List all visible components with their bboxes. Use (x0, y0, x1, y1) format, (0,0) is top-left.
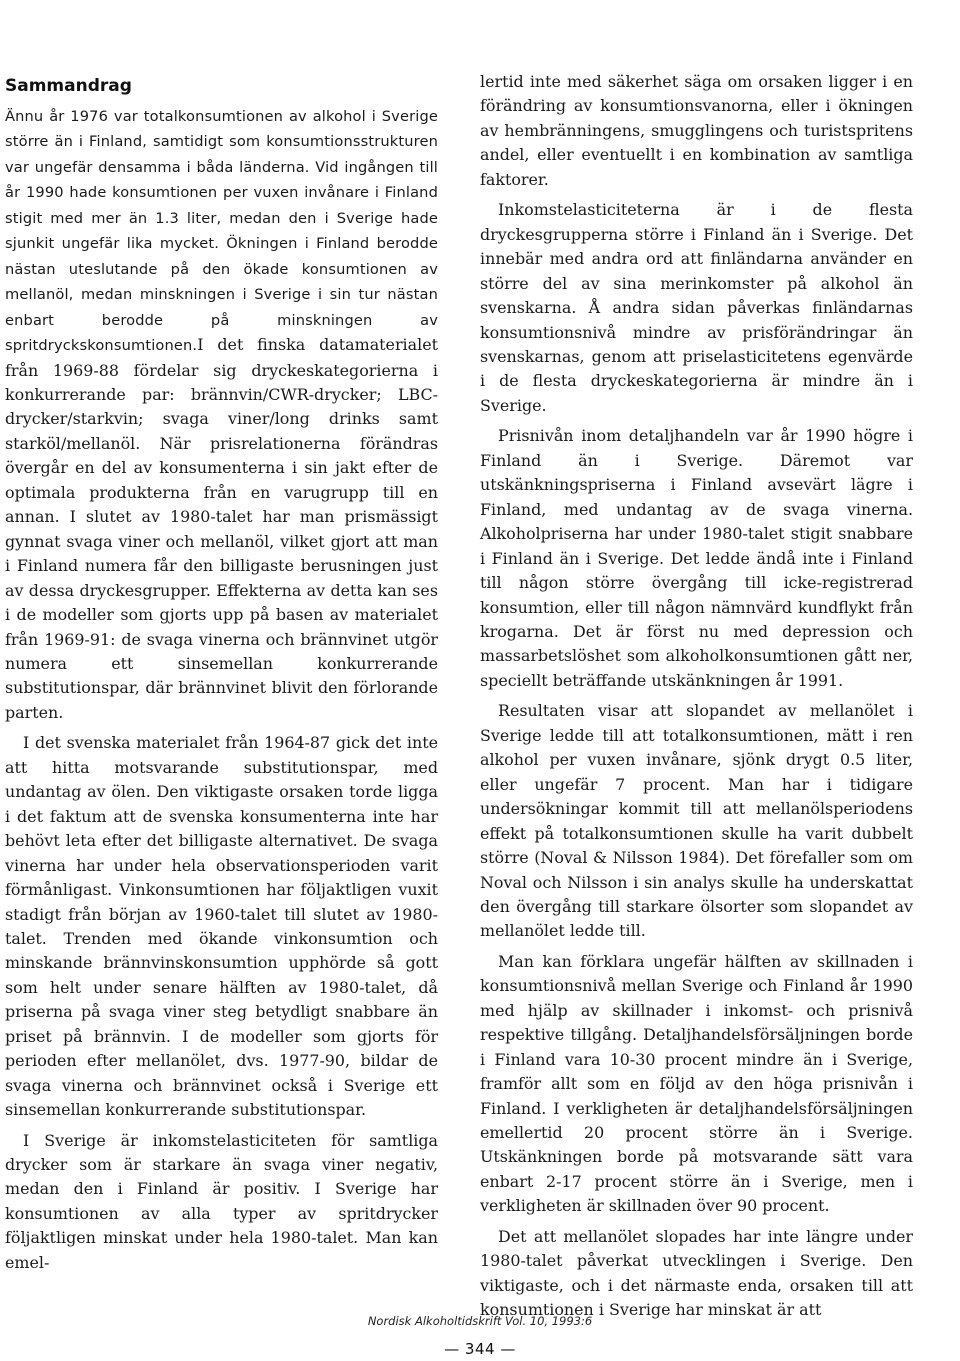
journal-citation: Nordisk Alkoholtidskrift Vol. 10, 1993:6 (367, 1314, 593, 1328)
paragraph: Prisnivån inom detaljhandeln var år 1990 högre i Finland än i Sverige. Däremot var utskänkningspriserna i Finland avsevärt lägre i Finland, med undantag av de svaga vinerna. Alkoholpriserna har under 1980-talet stigit snabbare i Finland än i Sverige. Det ledde ändå inte i Finland till någon större övergång till icke-registrerad konsumtion, eller till någon nämnvärd kundflykt från krogarna. Det är först nu med depression och massarbetslöshet som alkoholkonsumtionen gått ner, speciellt beträffande utskänkningen år 1991. (480, 426, 913, 690)
paragraph: Man kan förklara ungefär hälften av skillnaden i konsumtionsnivå mellan Sverige och Finland år 1990 med hjälp av skillnader i inkomst- och prisnivå respektive tillgång. Detaljhandelsförsäljningen borde i Finland vara 10-30 procent mindre än i Sverige, framför allt som en följd av den höga prisnivån i Finland. I verkligheten är detaljhandelsförsäljningen emellertid 20 procent större än i Sverige. Utskänkningen borde på motsvarande sätt vara enbart 2-17 procent större än i Sverige, men i verkligheten är skillnaden över 90 procent. (480, 951, 913, 1216)
paragraph: Inkomstelasticiteterna är i de flesta dryckesgrupperna större i Finland än i Sverige. Det innebär med andra ord att finländarna använder en större del av sina merinkomster på alkohol än svenskarna. Å andra sidan påverkas finländarnas konsumtionsnivå mindre av prisförändringar än svenskarnas, genom att priselasticitetens egenvärde i de flesta dryckeskategorierna är mindre än i Sverige. (480, 200, 913, 415)
paragraph: lertid inte med säkerhet säga om orsaken ligger i en förändring av konsumtionsvanorna, eller i ökningen av hembränningens, smugglingens och turistspritens andel, eller eventuellt i en kombination av samtliga faktorer. (480, 72, 913, 189)
section-title: Sammandrag (5, 76, 132, 96)
right-column (480, 70, 913, 1323)
paragraph: Resultaten visar att slopandet av mellanölet i Sverige ledde till att totalkonsumtionen, mätt i ren alkohol per vuxen invånare, sjönk drygt 0.5 liter, eller ungefär 7 procent. Man har i tidigare undersökningar kommit till att mellanölsperiodens effekt på totalkonsumtionen skulle ha varit dubbelt större (Noval & Nilsson 1984). Det förefaller som om Noval och Nilsson i sin analys skulle ha underskattat den övergång till starkare ölsorter som slopandet av mellanölet ledde till. (480, 701, 913, 941)
paragraph: Det att mellanölet slopades har inte längre under 1980-talet påverkat utvecklingen i Sverige. Den viktigaste, och i det närmaste enda, orsaken till att konsumtionen i Sverige har minskat är att (480, 1226, 913, 1320)
paragraph (5, 104, 438, 725)
left-column (5, 70, 438, 1275)
paragraph: I Sverige är inkomstelasticiteten för samtliga drycker som är starkare än svaga viner negativ, medan den i Finland är positiv. I Sverige har konsumtionen av alla typer av spritdrycker följaktligen minskat under hela 1980-talet. Man kan emel- (5, 1130, 438, 1272)
paragraph-text-sans: Ännu år 1976 var totalkonsumtionen av alkohol i Sverige större än i Finland, samtidigt som konsumtionsstrukturen var ungefär densamma i båda länderna. Vid ingången till år 1990 hade konsumtionen per vuxen invånare i Finland stigit med mer än 1.3 liter, medan den i Sverige hade sjunkit ungefär lika mycket. Ökningen i Finland berodde nästan uteslutande på den ökade konsumtionen av mellanöl, medan minskningen i Sverige i sin tur nästan enbart berodde på minskningen av spritdryckskonsumtionen. (5, 108, 438, 355)
page-number: — 344 — (444, 1340, 516, 1358)
paragraph: I det svenska materialet från 1964-87 gick det inte att hitta motsvarande substitutionspar, med undantag av ölen. Den viktigaste orsaken torde ligga i det faktum att de svenska konsumenterna inte har behövt leta efter det billigaste alternativet. De svaga vinerna har under hela observationsperioden varit förmånligast. Vinkonsumtionen har följaktligen vuxit stadigt från början av 1960-talet till slutet av 1980-talet. Trenden med ökande vinkonsumtion och minskande brännvinskonsumtion upphörde så gott som helt under senare hälften av 1980-talet, då priserna på svaga viner steg betydligt snabbare än priset på brännvin. I de modeller som gjorts för perioden efter mellanölet, dvs. 1977-90, bildar de svaga vinerna och brännvinet också i Sverige ett sinsemellan konkurrerande substitutionspar. (5, 733, 438, 1120)
paragraph-text: I det finska datamaterialet från 1969-88 fördelar sig dryckeskategorierna i konkurrerande par: brännvin/CWR-drycker; LBC-drycker/starkvin; svaga viner/long drinks samt starköl/mellanöl. När prisrelationerna förändras övergår en del av konsumenterna i sin jakt efter de optimala produkterna från en varugrupp till en annan. I slutet av 1980-talet har man prismässigt gynnat svaga viner och mellanöl, vilket gjort att man i Finland numera får den billigaste berusningen just av dessa dryckesgrupper. Effekterna av detta kan ses i de modeller som gjorts upp på basen av materialet från 1969-91: de svaga vinerna och brännvinet utgör numera ett sinsemellan konkurrerande substitutionspar, där brännvinet blivit den förlorande parten. (5, 335, 438, 722)
